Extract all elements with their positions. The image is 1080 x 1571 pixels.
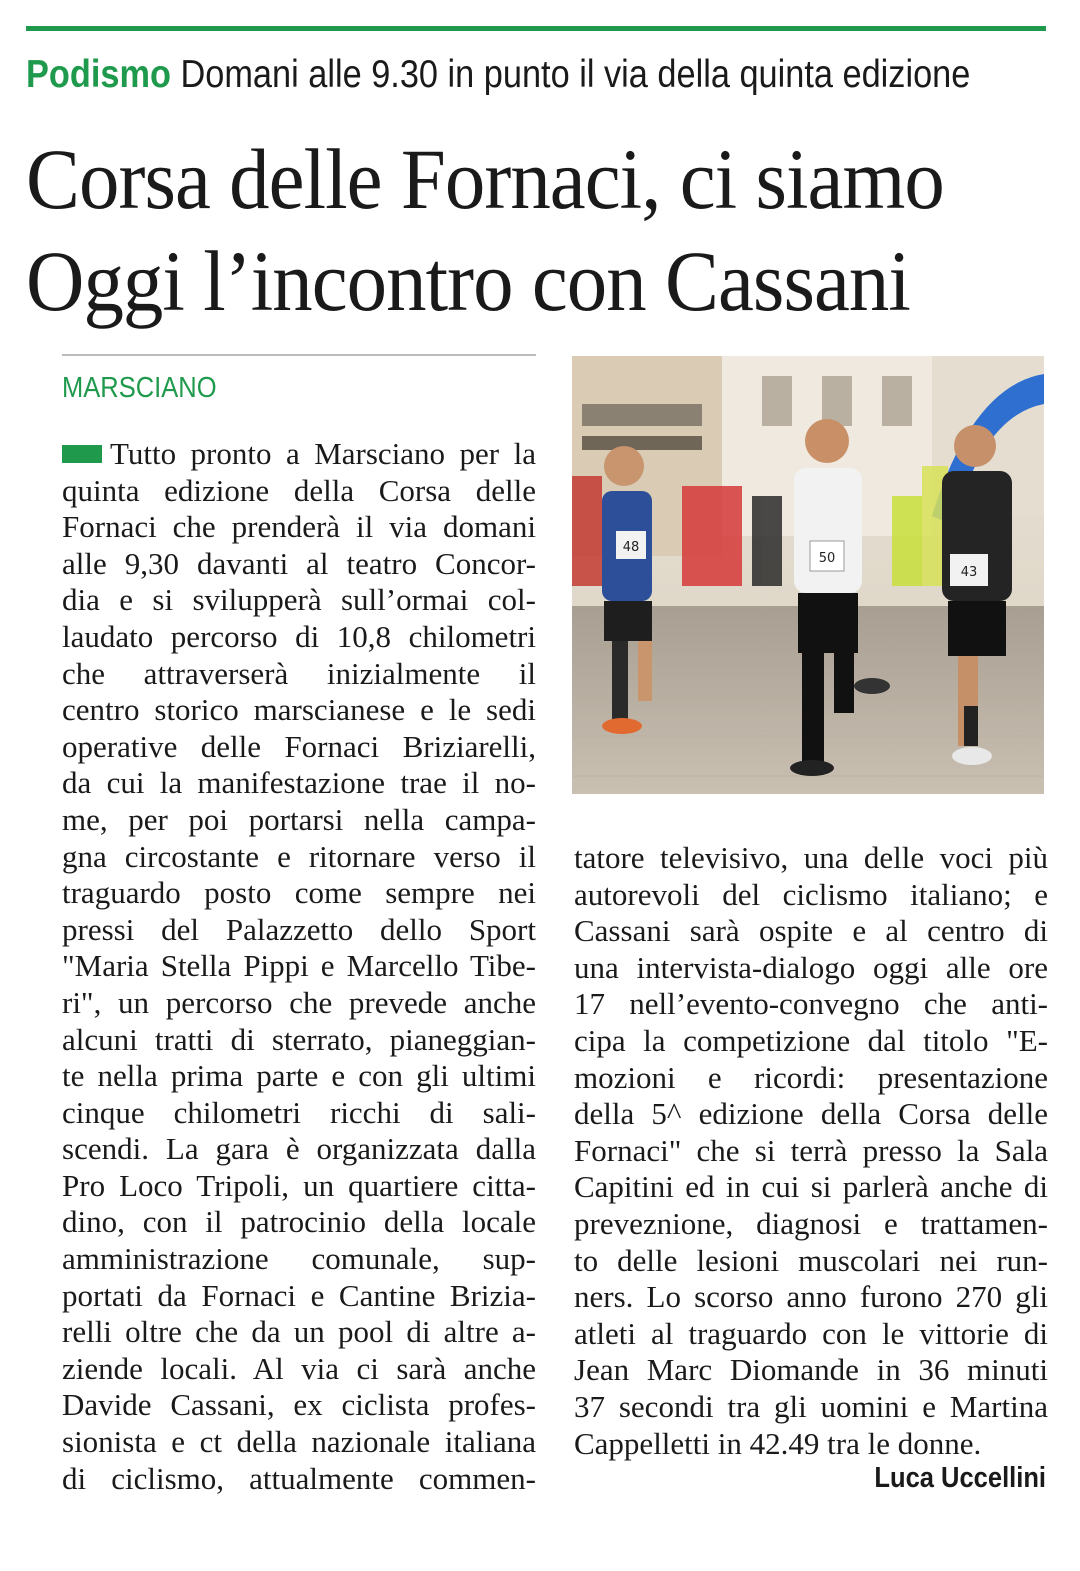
body-line: pressi del Palazzetto dello Sport [62, 911, 536, 947]
section-label: Podismo [26, 53, 171, 96]
body-line: Capitini ed in cui si parlerà anche di [574, 1169, 1048, 1205]
body-line: Cassani sarà ospite e al centro di [574, 913, 1048, 949]
body-line: alle 9,30 davanti al teatro Concor- [62, 545, 536, 581]
body-line: dino, con il patrocinio della locale [62, 1204, 536, 1240]
body-line: preveznione, diagnosi e trattamen- [574, 1205, 1048, 1241]
body-line: della 5^ edizione della Corsa delle [574, 1096, 1048, 1132]
body-line: ri", un percorso che prevede anche [62, 984, 536, 1020]
body-line: to delle lesioni muscolari nei run- [574, 1242, 1048, 1278]
headline-line-1: Corsa delle Fornaci, ci siamo [26, 131, 944, 227]
dateline-rule [62, 354, 536, 356]
kicker-text: Domani alle 9.30 in punto il via della quinta edizione [180, 53, 971, 96]
body-line: quinta edizione della Corsa delle [62, 472, 536, 508]
body-line: Fornaci" che si terrà presso la Sala [574, 1132, 1048, 1168]
body-line: sionista e ct della nazionale italiana [62, 1424, 536, 1460]
body-line: "Maria Stella Pippi e Marcello Tibe- [62, 948, 536, 984]
body-line: dia e si svilupperà sull’ormai col- [62, 582, 536, 618]
body-line: scendi. La gara è organizzata dalla [62, 1131, 536, 1167]
body-line: ners. Lo scorso anno furono 270 gli [574, 1279, 1048, 1315]
headline-line-2: Oggi l’incontro con Cassani [26, 233, 910, 329]
kicker [26, 50, 971, 100]
body-line: mozioni e ricordi: presentazione [574, 1059, 1048, 1095]
headline [26, 128, 1066, 332]
body-line: Pro Loco Tripoli, un quartiere citta- [62, 1167, 536, 1203]
body-line: che attraverserà inizialmente il [62, 655, 536, 691]
article-column-2 [574, 840, 1048, 1462]
body-line: autorevoli del ciclismo italiano; e [574, 876, 1048, 912]
body-line: me, per poi portarsi nella campa- [62, 801, 536, 837]
body-line: Davide Cassani, ex ciclista profes- [62, 1387, 536, 1423]
body-line: portati da Fornaci e Cantine Brizia- [62, 1277, 536, 1313]
body-line: 17 nell’evento-convegno che anti- [574, 986, 1048, 1022]
body-line: alcuni tratti di sterrato, pianeggian- [62, 1021, 536, 1057]
body-line: di ciclismo, attualmente commen- [62, 1460, 536, 1496]
body-line: tatore televisivo, una delle voci più [574, 840, 1048, 875]
body-line: Tutto pronto a Marsciano per la [62, 436, 536, 473]
body-line: te nella prima parte e con gli ultimi [62, 1058, 536, 1094]
body-line: cinque chilometri ricchi di sali- [62, 1094, 536, 1130]
body-line: Cappelletti in 42.49 tra le donne. [574, 1425, 982, 1461]
body-line: 37 secondi tra gli uomini e Martina [574, 1388, 1048, 1424]
bib-43: 43 [960, 565, 978, 580]
body-line: ziende locali. Al via ci sarà anche [62, 1350, 536, 1386]
paragraph-marker [62, 445, 102, 463]
body-line: traguardo posto come sempre nei [62, 875, 536, 911]
body-line: gna circostante e ritornare verso il [62, 838, 536, 874]
body-line: Fornaci che prenderà il via domani [62, 509, 536, 545]
body-line: da cui la manifestazione trae il no- [62, 765, 536, 801]
dateline: MARSCIANO [62, 372, 217, 404]
body-line: relli oltre che da un pool di altre a- [62, 1314, 536, 1350]
body-line: amministrazione comunale, sup- [62, 1241, 536, 1277]
body-line: una intervista-dialogo oggi alle ore [574, 949, 1048, 985]
article-column-1 [62, 436, 536, 1497]
body-line: laudato percorso di 10,8 chilometri [62, 618, 536, 654]
body-line: centro storico marscianese e le sedi [62, 692, 536, 728]
body-line: operative delle Fornaci Briziarelli, [62, 728, 536, 764]
body-line: Jean Marc Diomande in 36 minuti [574, 1352, 1048, 1388]
bib-48: 48 [622, 540, 640, 555]
byline: Luca Uccellini [874, 1462, 1046, 1494]
bib-50: 50 [818, 551, 836, 566]
top-rule [26, 26, 1046, 31]
body-line: atleti al traguardo con le vittorie di [574, 1315, 1048, 1351]
race-photo [572, 356, 1044, 794]
body-line: cipa la competizione dal titolo "E- [574, 1022, 1048, 1058]
